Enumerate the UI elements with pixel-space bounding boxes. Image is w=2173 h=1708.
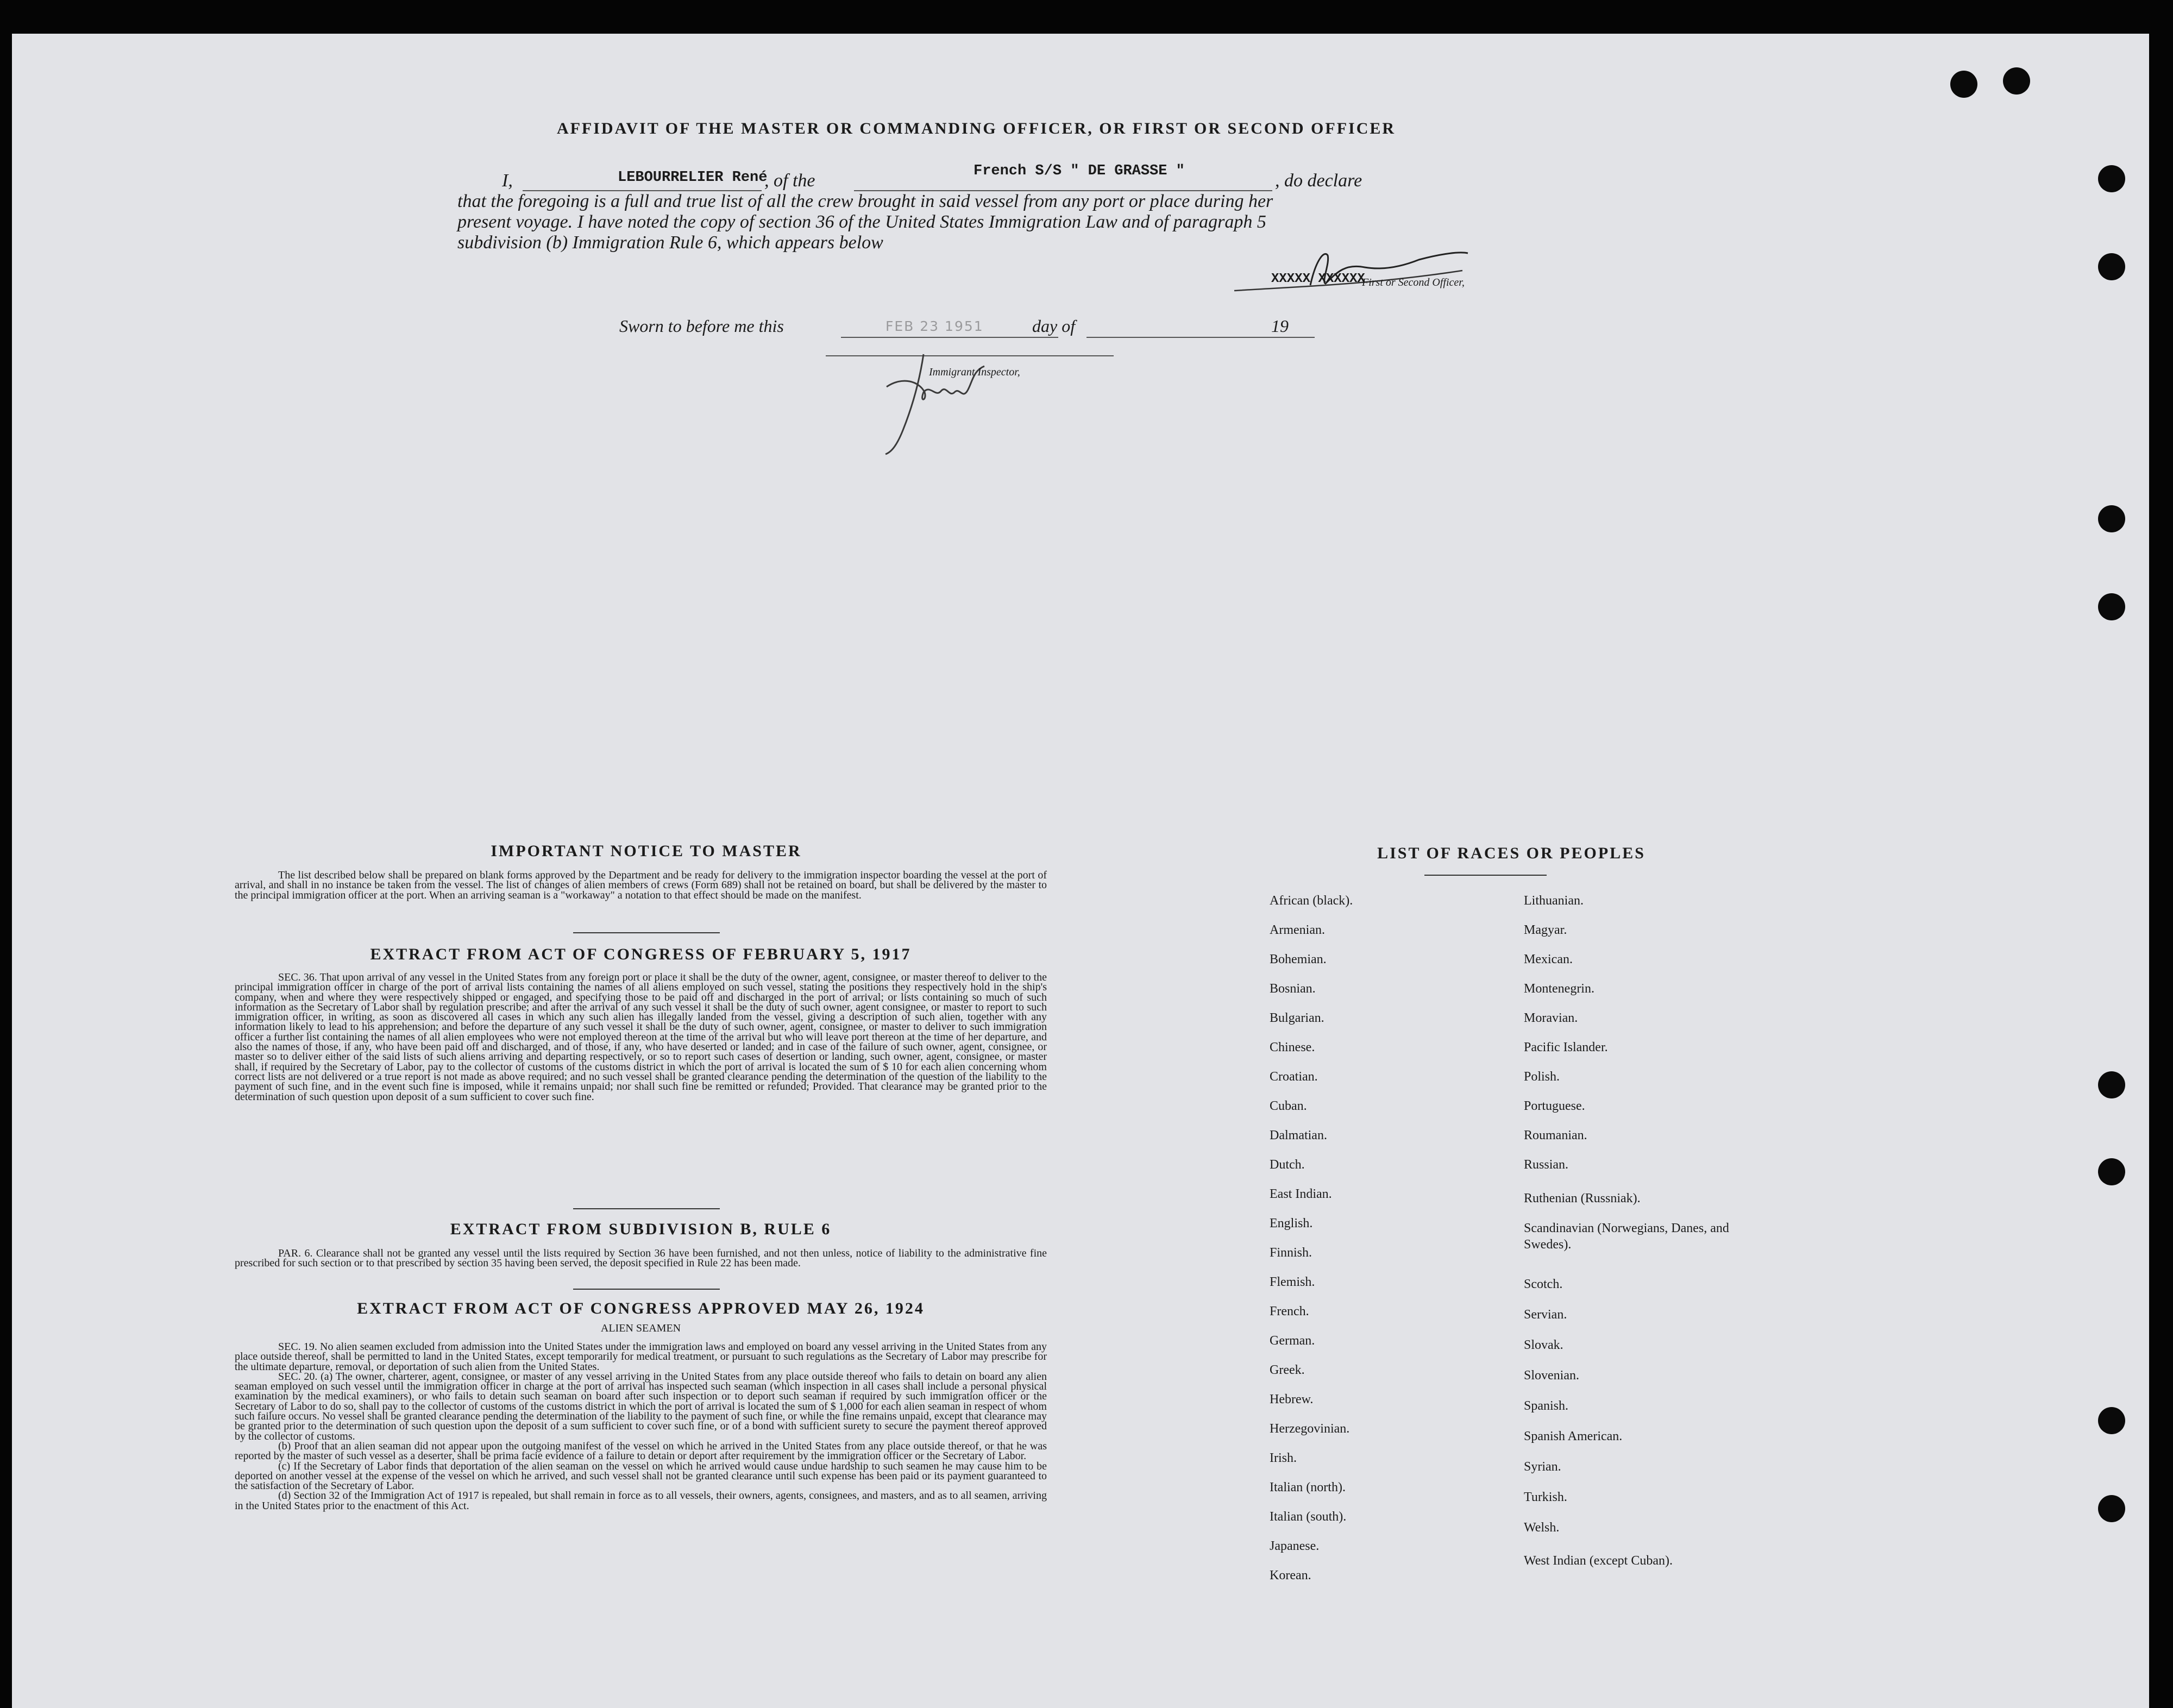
inspector-label: Immigrant Inspector, bbox=[929, 366, 1020, 378]
sworn-day-of: day of bbox=[1032, 316, 1076, 336]
divider bbox=[573, 1289, 720, 1290]
race-item: Flemish. bbox=[1270, 1275, 1315, 1289]
race-item: Bosnian. bbox=[1270, 982, 1316, 996]
notice-title: IMPORTANT NOTICE TO MASTER bbox=[491, 842, 802, 860]
race-item: Roumanian. bbox=[1524, 1128, 1587, 1142]
race-item: Spanish. bbox=[1524, 1399, 1569, 1413]
race-item: Servian. bbox=[1524, 1308, 1567, 1322]
race-item: Polish. bbox=[1524, 1070, 1560, 1084]
race-item: Slovenian. bbox=[1524, 1368, 1579, 1383]
punch-hole bbox=[2098, 1158, 2125, 1185]
officer-name: LEBOURRELIER René bbox=[618, 169, 768, 186]
punch-hole bbox=[2098, 505, 2125, 532]
declaration-line-3: present voyage. I have noted the copy of section 36 of the United States Immigration Law and of paragraph 5 bbox=[457, 212, 1266, 232]
sec-20a-text: SEC. 20. (a) The owner, charterer, agent, consignee, or master of any vessel arriving in the United States from any place outside thereof who fails to detain on board any alien seaman employed on such vessel until the immigration officer in charge at the port of arrival has inspected such seaman (which inspection in all cases shall include a personal physical examination by the medical examiners), or who fails to detain such seaman on board after such inspection or to deport such seaman if required by such immigration officer or the Secretary of Labor to do so, shall pay to the collector of customs of the customs district in which the port of arrival is located the sum of $ 1,000 for each alien seaman in respect of whom such failure occurs. No vessel shall be granted clearance pending the determination of the liability to the payment of such fine, or while the fine remains unpaid, except that clearance may be granted prior to the determination of such question upon the deposit of a sum sufficient to cover such fine, or of a bond with sufficient surety to secure the payment thereof approved by the collector of customs. bbox=[235, 1370, 1047, 1442]
extract-1917-title: EXTRACT FROM ACT OF CONGRESS OF FEBRUARY 5, 1917 bbox=[370, 945, 912, 963]
race-item: Pacific Islander. bbox=[1524, 1040, 1608, 1054]
race-item: Armenian. bbox=[1270, 923, 1325, 937]
extract-1917-body: SEC. 36. That upon arrival of any vessel in the United States from any foreign port or place it shall be the duty of the owner, agent, consignee, or master thereof to deliver to the principal immigration officer in charge of the port of arrival lists containing the names of all aliens employed on such vessel, stating the positions they respectively hold in the ship's company, when and where they were respectively shipped or engaged, and specifying those to be paid off and discharged in the port of arrival; or lists containing so much of such information as the Secretary of Labor shall by regulation prescribe; and after the arrival of any such vessel it shall be the duty of such owner, agent consignee, or master to report to such immigration officer, in writing, as soon as discovered all cases in which any such alien has illegally landed from the vessel, giving a description of such alien, together with any information likely to lead to his apprehension; and before the departure of any such vessel it shall be the duty of such owner, agent, consignee, or master to deliver to such immigration officer a further list containing the names of all alien employees who were not employed thereon at the time of the arrival but who will leave port thereon at the time of her departure, and also the names of those, if any, who have been paid off and discharged, and of those, if any, who have deserted or landed; and in case of the failure of such owner, agent, consignee, or master so to deliver either of the said lists of such aliens arriving and departing respectively, or so to report such cases of desertion or landing, such owner, agent, consignee, or master shall, if required by the Secretary of Labor, pay to the collector of customs of the customs district in which the port of arrival is located the sum of $ 10 for each alien concerning whom correct lists are not delivered or a true report is not made as above required; and no such vessel shall be granted clearance pending the determination of the question of the liability to the payment of such fine, and in the event such fine is imposed, while it remains unpaid; nor shall such fine be remitted or refunded; Provided. That clearance may be granted prior to the determination of such question upon deposit of a sum sufficient to cover such fine. bbox=[235, 971, 1047, 1103]
race-item: Moravian. bbox=[1524, 1011, 1578, 1025]
race-item: English. bbox=[1270, 1216, 1313, 1230]
race-item: French. bbox=[1270, 1304, 1309, 1318]
race-item: German. bbox=[1270, 1334, 1315, 1348]
race-item: Chinese. bbox=[1270, 1040, 1315, 1054]
sworn-prefix: Sworn to before me this bbox=[619, 316, 784, 336]
race-item: Dalmatian. bbox=[1270, 1128, 1327, 1142]
race-item: Mexican. bbox=[1524, 952, 1573, 966]
punch-hole bbox=[1950, 71, 1977, 98]
divider bbox=[573, 1208, 720, 1209]
inspector-signature bbox=[859, 338, 990, 463]
document-page bbox=[12, 34, 2149, 1708]
divider bbox=[1424, 875, 1547, 876]
punch-hole bbox=[2003, 67, 2030, 95]
race-item: Syrian. bbox=[1524, 1460, 1561, 1474]
extract-1924-body bbox=[235, 1342, 1047, 1511]
race-item: Scandinavian (Norwegians, Danes, and Swedes). bbox=[1524, 1221, 1729, 1252]
race-item: Bohemian. bbox=[1270, 952, 1327, 966]
race-item: Turkish. bbox=[1524, 1490, 1567, 1504]
affidavit-title: AFFIDAVIT OF THE MASTER OR COMMANDING OFFICER, OR FIRST OR SECOND OFFICER bbox=[556, 120, 1396, 137]
race-item: Portuguese. bbox=[1524, 1099, 1585, 1113]
race-item: West Indian (except Cuban). bbox=[1524, 1554, 1673, 1568]
sec-20b-text: (b) Proof that an alien seaman did not appear upon the outgoing manifest of the vessel on which he arrived in the United States from any place outside thereof, or that he was reported by the master of such vessel as a deserter, shall be prima facie evidence of a failure to detain or deport after requirement by the immigration officer or the Secretary of Labor. bbox=[235, 1440, 1047, 1462]
race-item: Bulgarian. bbox=[1270, 1011, 1324, 1025]
punch-hole bbox=[2098, 253, 2125, 280]
extract-1924-subtitle: ALIEN SEAMEN bbox=[600, 1322, 681, 1334]
month-fill-line bbox=[1086, 337, 1315, 338]
sec-19-text: SEC. 19. No alien seamen excluded from admission into the United States under the immigration laws and employed on board any vessel arriving in the United States from any place outside thereof, shall be permitted to land in the United States, except temporarily for medical treatment, or pursuant to such regulations as the Secretary of Labor may prescribe for the ultimate departure, removal, or deportation of such alien from the United States. bbox=[235, 1341, 1047, 1373]
officer-title-label: First or Second Officer, bbox=[1362, 277, 1465, 288]
race-item: Ruthenian (Russniak). bbox=[1524, 1191, 1641, 1205]
race-item: Korean. bbox=[1270, 1568, 1311, 1583]
race-item: Lithuanian. bbox=[1524, 894, 1584, 908]
race-item: Hebrew. bbox=[1270, 1392, 1314, 1406]
race-item: Irish. bbox=[1270, 1451, 1297, 1465]
race-item: Croatian. bbox=[1270, 1070, 1318, 1084]
race-item: Herzegovinian. bbox=[1270, 1422, 1350, 1436]
struck-title: XXXXX XXXXXX bbox=[1271, 272, 1365, 286]
punch-hole bbox=[2098, 1407, 2125, 1434]
vessel-name: French S/S " DE GRASSE " bbox=[974, 163, 1185, 179]
declaration-i: I, bbox=[502, 171, 513, 191]
race-item: East Indian. bbox=[1270, 1187, 1332, 1201]
race-item: Montenegrin. bbox=[1524, 982, 1594, 996]
divider bbox=[573, 932, 720, 933]
declaration-line-2: that the foregoing is a full and true list of all the crew brought in said vessel from any port or place during her bbox=[457, 191, 1273, 211]
race-item: Italian (south). bbox=[1270, 1510, 1347, 1524]
date-stamp: FEB 23 1951 bbox=[885, 318, 984, 334]
punch-hole bbox=[2098, 165, 2125, 192]
punch-hole bbox=[2098, 1071, 2125, 1098]
punch-hole bbox=[2098, 1495, 2125, 1522]
race-item: Scotch. bbox=[1524, 1277, 1563, 1291]
race-item: Finnish. bbox=[1270, 1246, 1312, 1260]
race-item: Slovak. bbox=[1524, 1338, 1563, 1352]
declaration-of-the: , of the bbox=[764, 171, 815, 191]
notice-body: The list described below shall be prepared on blank forms approved by the Department and be ready for delivery to the immigration inspector boarding the vessel at the port of arrival, and shall in no instance be taken from the vessel. The list of changes of alien members of crews (Form 689) shall not be retained on board, but shall be delivered by the master to the principal immigration officer at the port. When an arriving seaman is a "workaway" a notation to that effect should be made on the manifest. bbox=[235, 869, 1047, 901]
race-item: Dutch. bbox=[1270, 1158, 1305, 1172]
race-item: Italian (north). bbox=[1270, 1480, 1346, 1494]
race-item: Magyar. bbox=[1524, 923, 1567, 937]
race-item: Welsh. bbox=[1524, 1521, 1560, 1535]
extract-rule6-title: EXTRACT FROM SUBDIVISION B, RULE 6 bbox=[450, 1220, 832, 1238]
extract-rule6-body: PAR. 6. Clearance shall not be granted any vessel until the lists required by Section 36 have been furnished, and not then unless, notice of liability to the administrative fine prescribed for such section or to that prescribed by section 35 having been served, the deposit specified in Rule 22 has been made. bbox=[235, 1247, 1047, 1270]
sworn-year: 19 bbox=[1271, 316, 1289, 336]
declaration-line-4: subdivision (b) Immigration Rule 6, which appears below bbox=[457, 233, 883, 253]
race-item: Greek. bbox=[1270, 1363, 1305, 1377]
sec-20c-text: (c) If the Secretary of Labor finds that deportation of the alien seaman on the vessel on which he arrived would cause undue hardship to such seamen he may cause him to be deported on another vessel at the expense of the vessel on which he arrived, and such vessel shall not be granted clearance until such expense has been paid or its payment guaranteed to the satisfaction of the Secretary of Labor. bbox=[235, 1460, 1047, 1492]
declaration-do-declare: , do declare bbox=[1275, 171, 1362, 191]
race-item: Russian. bbox=[1524, 1158, 1569, 1172]
punch-hole bbox=[2098, 593, 2125, 620]
race-item: Japanese. bbox=[1270, 1539, 1320, 1553]
races-title: LIST OF RACES OR PEOPLES bbox=[1377, 844, 1646, 862]
sec-20d-text: (d) Section 32 of the Immigration Act of 1917 is repealed, but shall remain in force as to all vessels, their owners, agents, consignees, and masters, and as to all seamen, arriving in the United States prior to the enactment of this Act. bbox=[235, 1490, 1047, 1512]
extract-1924-title: EXTRACT FROM ACT OF CONGRESS APPROVED MAY 26, 1924 bbox=[357, 1299, 925, 1317]
race-item: African (black). bbox=[1270, 894, 1353, 908]
race-item: Cuban. bbox=[1270, 1099, 1307, 1113]
race-item: Spanish American. bbox=[1524, 1429, 1623, 1443]
sworn-line bbox=[619, 316, 1326, 336]
